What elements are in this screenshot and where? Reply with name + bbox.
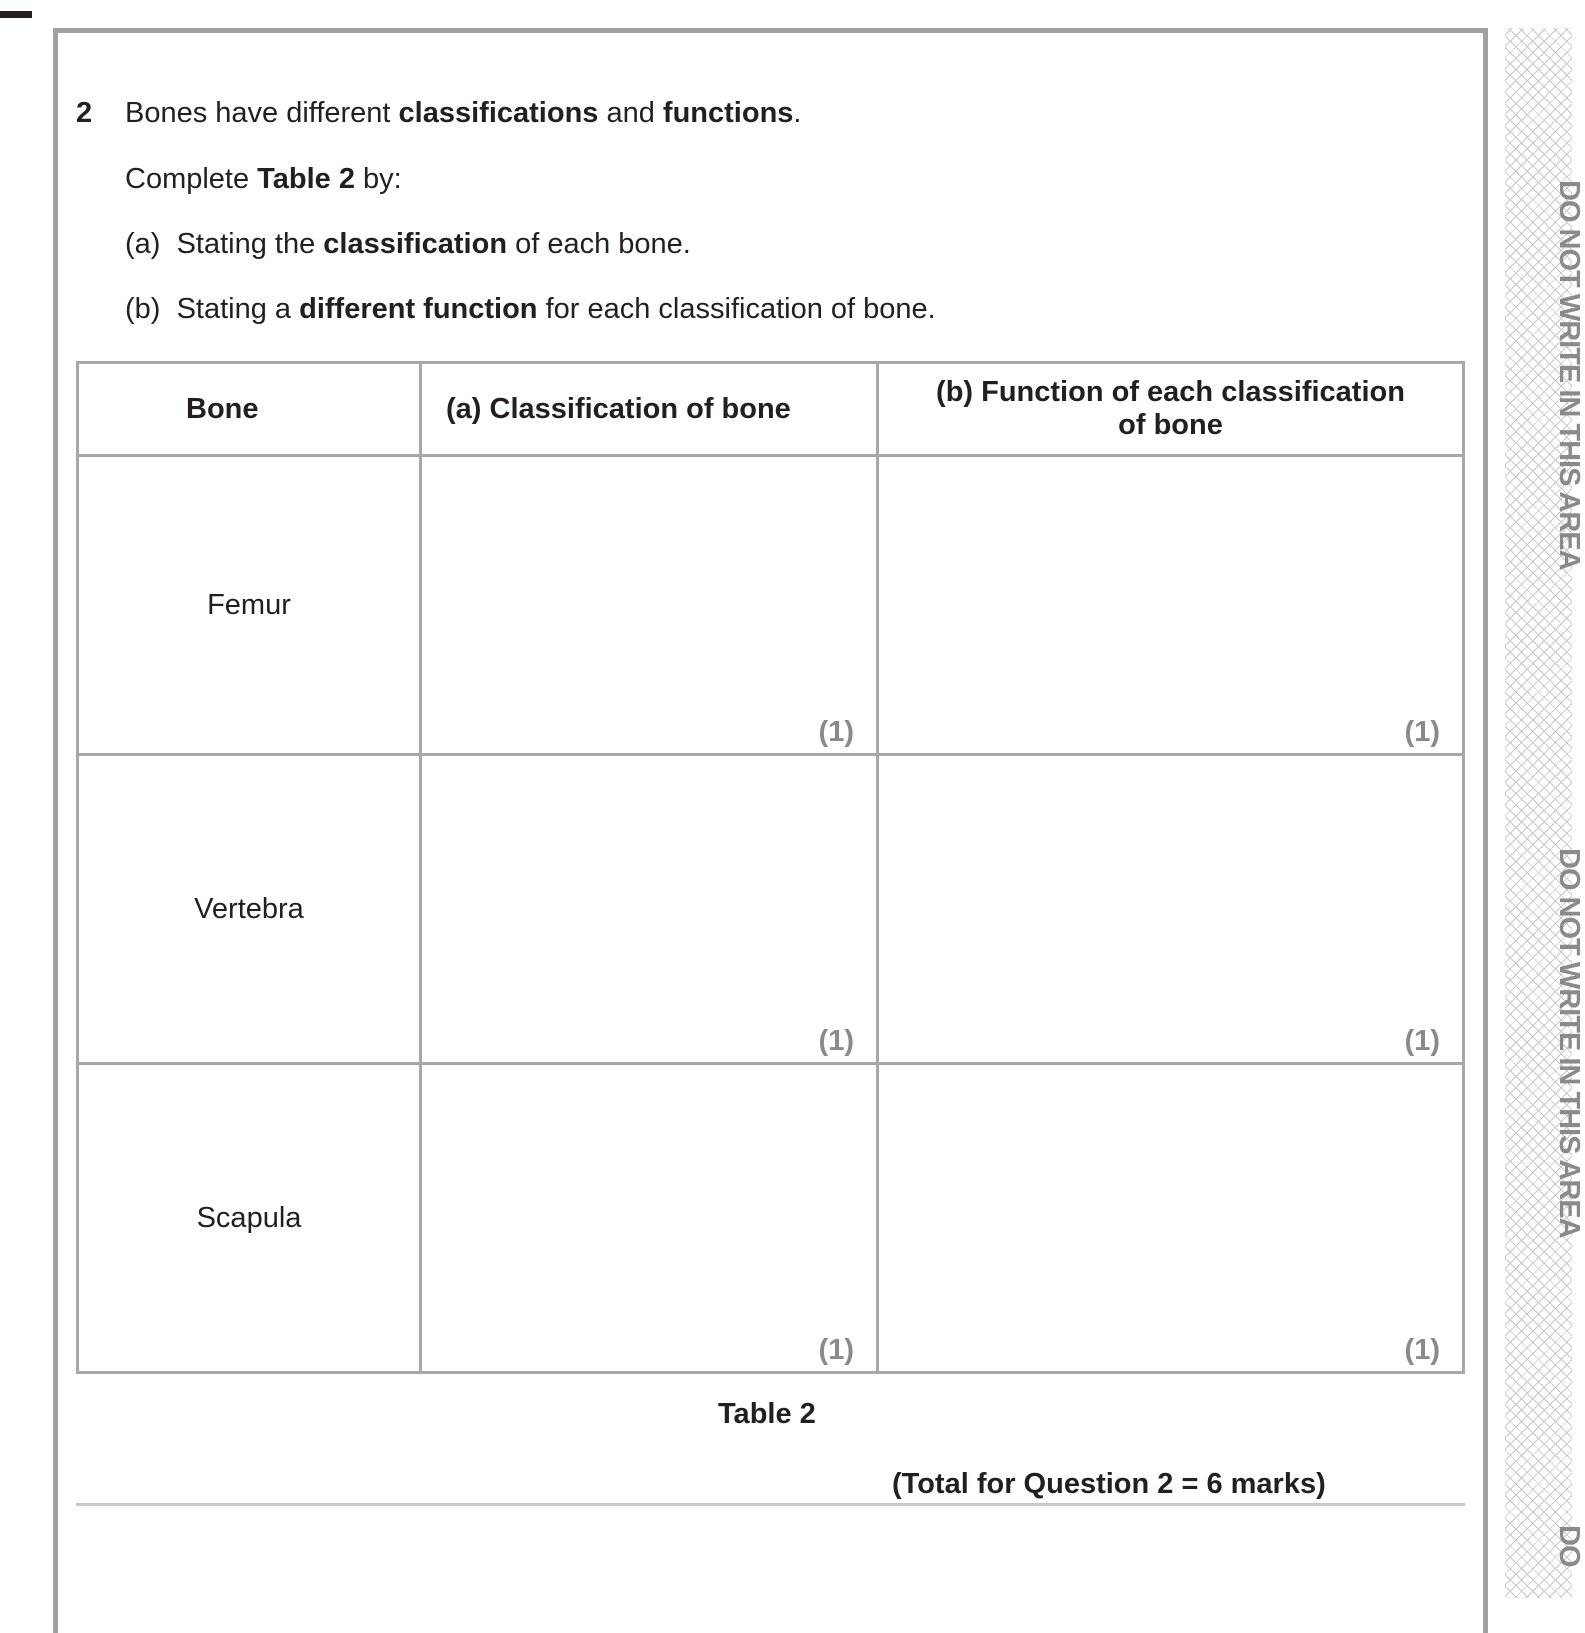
part-a: (a) Stating the classification of each bone. bbox=[125, 228, 691, 260]
table-header-row bbox=[78, 363, 1464, 456]
margin-warning: DO NOT WRITE IN THIS AREA bbox=[1553, 180, 1585, 570]
table-row bbox=[78, 1064, 1464, 1373]
question-intro: Bones have different classifications and functions. bbox=[125, 97, 802, 129]
mark-label: (1) bbox=[1404, 1025, 1440, 1057]
corner-mark bbox=[0, 11, 32, 18]
bone-name: Scapula bbox=[78, 1064, 421, 1373]
classification-answer-cell[interactable] bbox=[421, 755, 878, 1064]
instruction: Complete Table 2 by: bbox=[125, 163, 402, 195]
classification-answer-cell[interactable] bbox=[421, 456, 878, 755]
function-answer-cell[interactable] bbox=[878, 755, 1464, 1064]
function-answer-cell[interactable] bbox=[878, 456, 1464, 755]
question-total: (Total for Question 2 = 6 marks) bbox=[892, 1468, 1326, 1500]
margin-warning: DO bbox=[1553, 1525, 1585, 1567]
question-number: 2 bbox=[76, 97, 93, 129]
mark-label: (1) bbox=[818, 1334, 854, 1366]
table-caption: Table 2 bbox=[718, 1398, 816, 1430]
mark-label: (1) bbox=[1404, 1334, 1440, 1366]
bone-name: Femur bbox=[78, 456, 421, 755]
header-bone: Bone bbox=[78, 363, 421, 456]
header-function: (b) Function of each classification of bone bbox=[878, 363, 1464, 456]
divider bbox=[76, 1503, 1465, 1506]
mark-label: (1) bbox=[1404, 716, 1440, 748]
mark-label: (1) bbox=[818, 1025, 854, 1057]
bones-table bbox=[76, 361, 1465, 1374]
margin-warning: DO NOT WRITE IN THIS AREA bbox=[1553, 848, 1585, 1238]
mark-label: (1) bbox=[818, 716, 854, 748]
classification-answer-cell[interactable] bbox=[421, 1064, 878, 1373]
table-row bbox=[78, 755, 1464, 1064]
function-answer-cell[interactable] bbox=[878, 1064, 1464, 1373]
part-b: (b) Stating a different function for each classification of bone. bbox=[125, 293, 936, 325]
table-row bbox=[78, 456, 1464, 755]
header-classification: (a) Classification of bone bbox=[421, 363, 878, 456]
bone-name: Vertebra bbox=[78, 755, 421, 1064]
